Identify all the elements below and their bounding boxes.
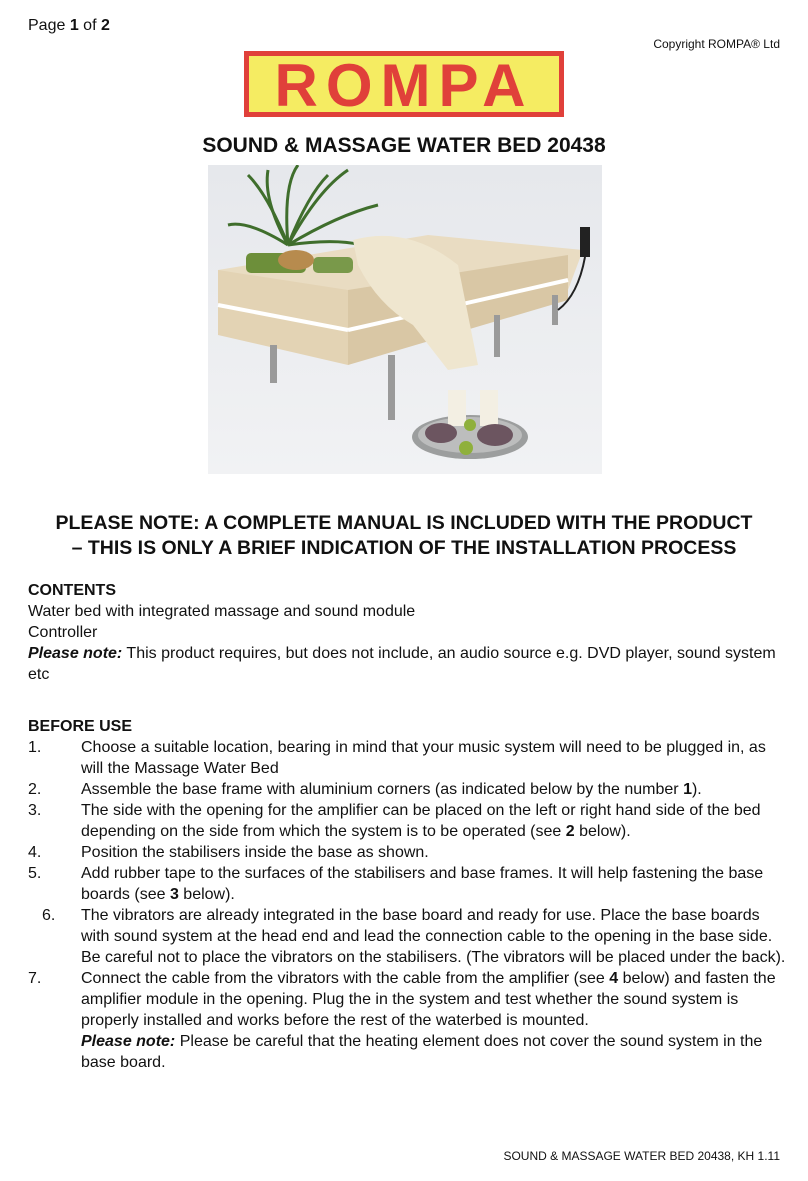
installation-notice xyxy=(28,511,780,561)
list-item: 6. The vibrators are already integrated in the base board and ready for use. Place the base boards with sound system at the head end and lead the connection cable to the opening in the base side. Be careful not to place the vibrators on the stabilisers. (The vibrators will be placed under the back). xyxy=(42,907,786,966)
contents-note-label: Please note: xyxy=(28,645,123,662)
contents-note xyxy=(28,643,780,685)
rompa-logo xyxy=(244,51,564,117)
list-item: 2. Assemble the base frame with aluminium corners (as indicated below by the number 1). xyxy=(28,781,702,798)
contents-section xyxy=(28,580,780,685)
contents-heading: CONTENTS xyxy=(28,582,116,599)
contents-line-1: Water bed with integrated massage and sound module xyxy=(28,603,416,620)
contents-note-text: This product requires, but does not include, an audio source e.g. DVD player, sound system etc xyxy=(28,645,776,683)
page-title: SOUND & MASSAGE WATER BED 20438 xyxy=(202,134,606,157)
logo-text: ROMPA xyxy=(274,52,534,117)
list-item: 7. Connect the cable from the vibrators with the cable from the amplifier (see 4 below) and fasten the amplifier module in the opening. Plug the in the system and test whether the sound system is properly installed and works before the rest of the waterbed is mounted. Please note: Please be careful that the heating element does not cover the sound system in the base board. xyxy=(28,970,776,1071)
product-photo xyxy=(208,165,602,474)
list-item: 5. Add rubber tape to the surfaces of the stabilisers and base frames. It will help fastening the base boards (see 3 below). xyxy=(28,865,764,903)
list-item: 1. Choose a suitable location, bearing in mind that your music system will need to be plugged in, as will the Massage Water Bed xyxy=(28,739,766,777)
list-item: 4. Position the stabilisers inside the base as shown. xyxy=(28,844,429,861)
before-use-section xyxy=(28,716,788,1073)
notice-line-1: PLEASE NOTE: A COMPLETE MANUAL IS INCLUDED WITH THE PRODUCT xyxy=(55,512,753,534)
contents-line-2: Controller xyxy=(28,624,98,641)
list-item: 3. The side with the opening for the amplifier can be placed on the left or right hand side of the bed depending on the side from which the system is to be operated (see 2 below). xyxy=(28,802,761,840)
before-use-heading: BEFORE USE xyxy=(28,718,133,735)
before-use-note-text: Please be careful that the heating element does not cover the sound system in the base board. xyxy=(81,1033,763,1071)
notice-line-2: – THIS IS ONLY A BRIEF INDICATION OF THE INSTALLATION PROCESS xyxy=(71,537,737,559)
before-use-note-label: Please note: xyxy=(81,1033,176,1050)
copyright-notice: Copyright ROMPA® Ltd xyxy=(653,37,780,51)
page-footer: SOUND & MASSAGE WATER BED 20438, KH 1.11 xyxy=(503,1149,780,1163)
page-number: Page 1 of 2 xyxy=(28,17,110,34)
